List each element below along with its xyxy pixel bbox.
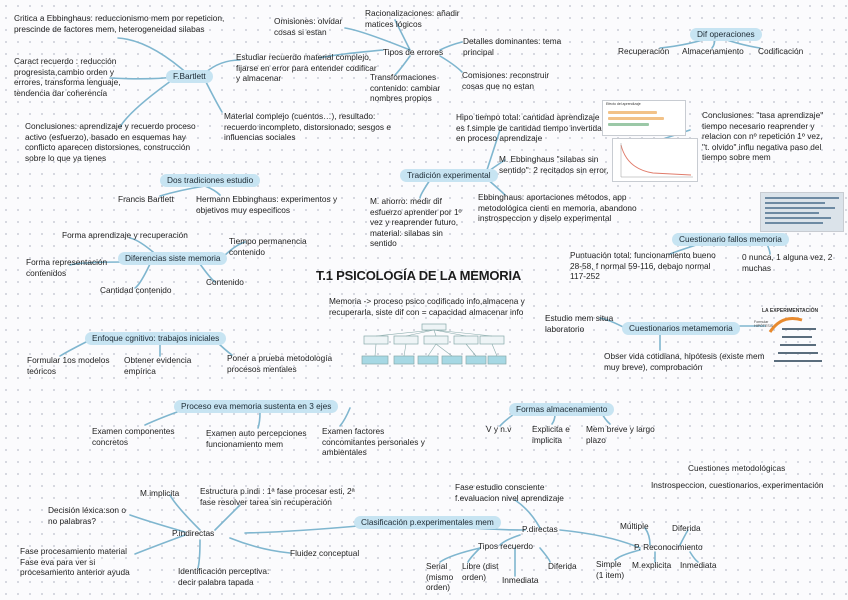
questionnaire-thumbnail <box>760 192 844 232</box>
dif-forma-aprendizaje: Forma aprendizaje y recuperación <box>62 230 188 240</box>
error-detalles: Detalles dominantes: tema principal <box>463 36 562 57</box>
chart-thumb-title: Efecto del aprendizaje <box>606 102 641 106</box>
clas-diferida: Diferida <box>548 561 577 571</box>
node-tipos-errores[interactable]: Tipos de errores <box>383 47 444 57</box>
node-dif-operaciones[interactable]: Dif operaciones <box>690 28 762 41</box>
clas-identificacion: Identificación perceptiva: decir palabra tapada <box>178 566 270 587</box>
node-formas-almacenamiento[interactable]: Formas almacenamiento <box>509 403 614 416</box>
enfoque-formular: Formular 1os modelos teóricos <box>27 355 110 376</box>
node-enfoque-cognitivo[interactable]: Enfoque cgnitivo: trabajos iniciales <box>85 332 226 345</box>
trad-hipo: Hipo tiempo total: cantidad aprendizaje es f.simple de cantidad tiempo invertida en proceso aprendizaje <box>456 112 602 144</box>
fallos-puntuacion: Puntuación total: funcionamiento bueno 28-58, f normal 59-116, debajo normal 117-252 <box>570 250 716 282</box>
meta-obser: Obser vida cotidiana, hipótesis (existe mem muy breve), comprobación <box>604 351 765 372</box>
bartlett-conclusiones: Conclusiones: aprendizaje y recuerdo proceso activo (esfuerzo), basado en esquemas hay conflicto aparecen distorsiones, construcción sobre lo que ya tienes <box>25 121 196 163</box>
clas-multiple: Múltiple <box>620 521 649 531</box>
cuestiones-text: Instrospeccion, cuestionarios, experimentación <box>651 480 824 490</box>
memory-diagram-thumbnail <box>360 322 508 370</box>
meta-estudio: Estudio mem situa laboratorio <box>545 313 614 334</box>
node-dos-tradiciones[interactable]: Dos tradiciones estudio <box>160 174 260 187</box>
trad-conclusiones: Conclusiones: "tasa aprendizaje" tiempo necesario reaprender y relacion con nº repetición 1º vez, "t. olvido" influ negativa paso del tiempo sobre mem <box>702 110 824 163</box>
chart-bar-2 <box>608 117 664 120</box>
experimentacion-thumb-label: Formular HIPÓTESIS <box>754 320 774 328</box>
node-diferencias-siste[interactable]: Diferencias siste memoria <box>118 252 227 265</box>
op-recuperacion: Recuperación <box>618 46 670 56</box>
clas-fase-estudio: Fase estudio consciente f.evaluacion nivel aprendizaje <box>455 482 564 503</box>
clas-m-implicita: M.implicita <box>140 488 180 498</box>
clas-estructura: Estructura p.indi : 1ª fase procesar esti, 2ª fase resolver tarea sin recuperación <box>200 486 355 507</box>
node-tipos-recuerdo[interactable]: Tipos recuerdo <box>478 541 534 551</box>
bartlett-critica: Critica a Ebbinghaus: reduccionismo mem por repeticion, prescinde de factores mem, heterogeneidad silabas <box>14 13 225 34</box>
clas-fase-proc: Fase procesamiento material Fase eva para ver si procesamiento anterior ayuda <box>20 546 130 578</box>
bartlett-estudiar: Estudiar recuerdo material complejo, fijarse en error para entender codificar y almacenar <box>236 52 377 84</box>
dif-contenido: Contenido <box>206 277 244 287</box>
dif-tiempo: Tiempo permanencia contenido <box>229 236 307 257</box>
clas-simple: Simple (1 item) <box>596 559 625 580</box>
page-title: T.1 PSICOLOGÍA DE LA MEMORIA <box>316 268 522 283</box>
tradicion-ebbinghaus: Hermann Ebbinghaus: experimentos y objetivos muy especificos <box>196 194 338 215</box>
dif-cantidad: Cantidad contenido <box>100 285 172 295</box>
dif-forma-representacion: Forma representación contenidos <box>26 257 108 278</box>
node-clasificacion[interactable]: Clasificación p.experimentales mem <box>354 516 501 529</box>
node-f-bartlett[interactable]: F.Bartlett <box>166 70 213 83</box>
clas-m-explicita: M.explicita <box>632 560 672 570</box>
bartlett-material: Material complejo (cuentos…), resultado: recuerdo incompleto, distorsionado, sesgos e influencias sociales <box>224 111 391 143</box>
error-comisiones: Comisiones: reconstruir cosas que no estan <box>462 70 550 91</box>
memoria-definition: Memoria -> proceso psico codificado info,almacena y recuperarla, siste dif con = capacidad almacenar info <box>329 296 525 317</box>
clas-libre: Libre (dist orden) <box>462 561 499 582</box>
forma-explicita: Explicita e implicita <box>532 424 570 445</box>
clas-inmediata-2: Inmediata <box>680 560 717 570</box>
bartlett-caract: Caract recuerdo : reducción progresista,cambio orden y errores, transforma lenguaje, tendencia dar coherencia <box>14 56 121 98</box>
eje-componentes: Examen componentes concretos <box>92 426 175 447</box>
experimentacion-thumb-title: LA EXPERIMENTACIÓN <box>762 308 819 314</box>
enfoque-poner: Poner a prueba metodología procesos mentales <box>227 353 333 374</box>
error-omisiones: Omisiones: olvidar cosas si estan <box>274 16 343 37</box>
node-p-directas[interactable]: P.directas <box>522 524 558 534</box>
node-p-indirectas[interactable]: P.indirectas <box>172 528 215 538</box>
node-tradicion-experimental[interactable]: Tradición experimental <box>400 169 498 182</box>
eje-auto-percepciones: Examen auto percepciones funcionamiento mem <box>206 428 307 449</box>
fallos-escala: 0 nunca, 1 alguna vez, 2 muchas <box>742 252 833 273</box>
node-cuestionarios-metamemoria[interactable]: Cuestionarios metamemoria <box>622 322 740 335</box>
forma-vyn: V y n.v <box>486 424 512 434</box>
node-cuestiones-metodologicas[interactable]: Cuestiones metodológicas <box>688 463 786 473</box>
forma-breve-largo: Mem breve y largo plazo <box>586 424 655 445</box>
clas-diferida-2: Diferida <box>672 523 701 533</box>
clas-decision: Decisión léxica:son o no palabras? <box>48 505 126 526</box>
chart-bar-1 <box>608 111 657 114</box>
clas-inmediata: Inmediata <box>502 575 539 585</box>
node-cuestionario-fallos[interactable]: Cuestionario fallos memoria <box>672 233 789 246</box>
learning-chart-thumbnail <box>602 100 686 136</box>
node-proceso-ejes[interactable]: Proceso eva memoria sustenta en 3 ejes <box>174 400 338 413</box>
error-racionalizaciones: Racionalizaciones: añadir matices lógicos <box>365 8 460 29</box>
eje-factores: Examen factores concomitantes personales y ambientales <box>322 426 425 458</box>
clas-serial: Serial (mismo orden) <box>426 561 454 593</box>
trad-m-ahorro: M. ahorro: medir dif esfuerzo aprender por 1º vez y reaprender futuro, material: silabas sin sentido <box>370 196 462 249</box>
enfoque-obtener: Obtener evidencia empírica <box>124 355 192 376</box>
chart-bar-3 <box>608 123 649 126</box>
node-p-reconocimiento[interactable]: P. Reconocimiento <box>634 542 703 552</box>
op-almacenamiento: Almacenamiento <box>682 46 744 56</box>
op-codificacion: Codificación <box>758 46 804 56</box>
error-transformaciones: Transformaciones contenido: cambiar nombres propios <box>370 72 441 104</box>
tradicion-bartlett: Francis Bartlett <box>118 194 174 204</box>
trad-m-ebbinghaus: M. Ebbinghaus "silabas sin sentido": 2 recitados sin error, <box>499 154 609 175</box>
clas-fluidez: Fluidez conceptual <box>290 548 360 558</box>
trad-ebbinghaus: Ebbinghaus: aportaciones métodos, app metodológica cienti en memoria, abandono instrospeccion y diselo experimental <box>478 192 637 224</box>
